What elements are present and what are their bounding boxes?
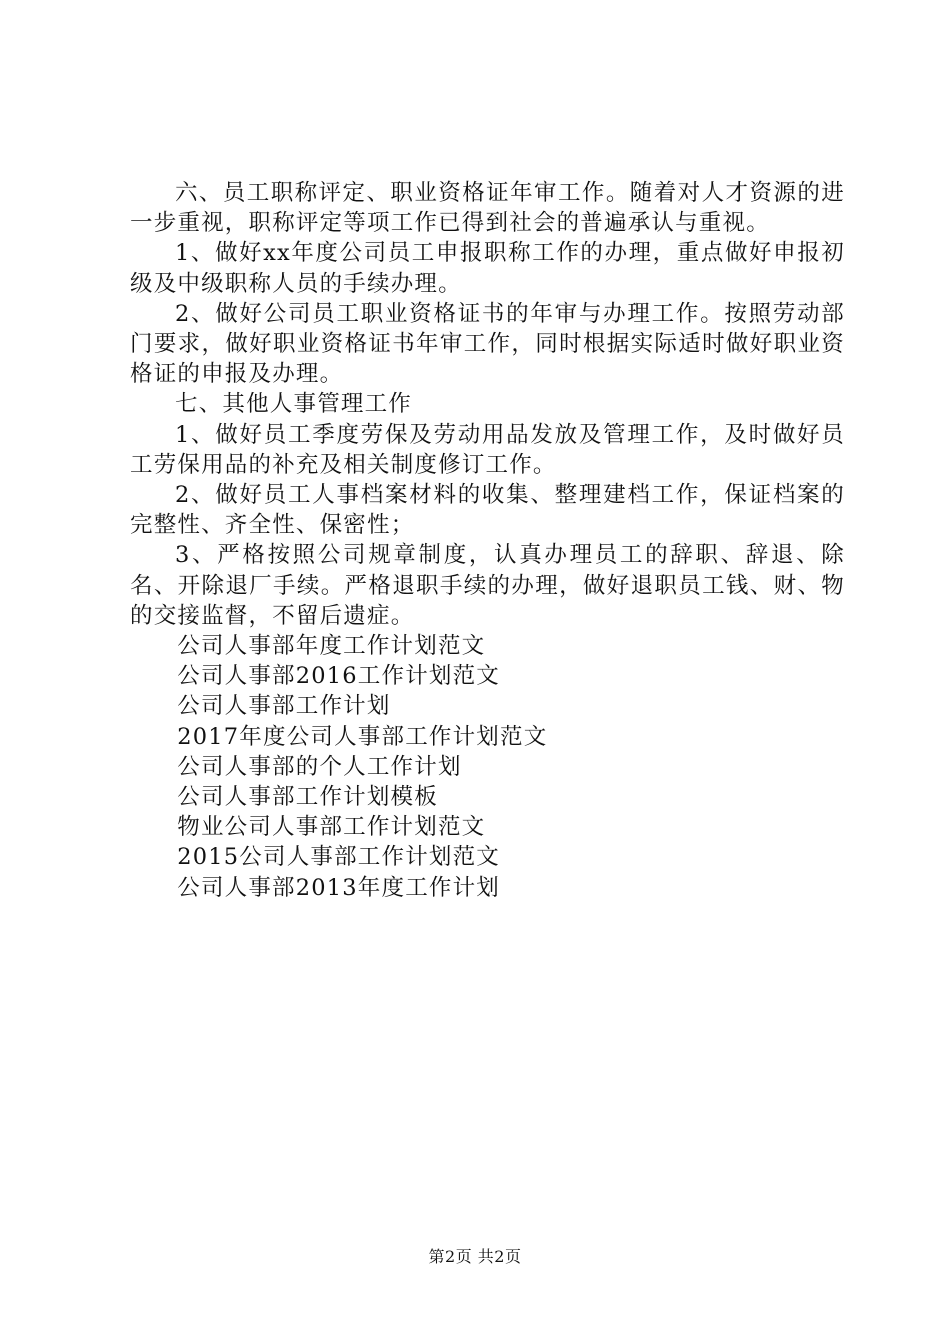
related-title-item: 2015公司人事部工作计划范文 xyxy=(177,844,501,871)
paragraph-item-1-b: 1、做好员工季度劳保及劳动用品发放及管理工作，及时做好员工劳保用品的补充及相关制度修订工作。 xyxy=(130,421,845,478)
paragraph-item-1: 1、做好xx年度公司员工申报职称工作的办理，重点做好申报初级及中级职称人员的手续办理。 xyxy=(130,240,845,297)
related-title-item: 2017年度公司人事部工作计划范文 xyxy=(177,723,548,750)
related-title-item: 物业公司人事部工作计划范文 xyxy=(177,814,486,841)
paragraph-item-2-b: 2、做好员工人事档案材料的收集、整理建档工作，保证档案的完整性、齐全性、保密性； xyxy=(130,482,845,539)
related-titles-list xyxy=(130,631,845,903)
related-title-item: 公司人事部年度工作计划范文 xyxy=(177,633,486,660)
paragraph-item-3-b: 3、严格按照公司规章制度，认真办理员工的辞职、辞退、除名、开除退厂手续。严格退职手续的办理，做好退职员工钱、财、物的交接监督，不留后遗症。 xyxy=(130,542,845,629)
paragraph-section-six: 六、员工职称评定、职业资格证年审工作。随着对人才资源的进一步重视，职称评定等项工作已得到社会的普遍承认与重视。 xyxy=(130,180,845,237)
page-indicator: 第2页 共2页 xyxy=(428,1247,522,1266)
related-title-item: 公司人事部工作计划 xyxy=(177,693,391,720)
paragraph-item-2: 2、做好公司员工职业资格证书的年审与办理工作。按照劳动部门要求，做好职业资格证书年审工作，同时根据实际适时做好职业资格证的申报及办理。 xyxy=(130,300,845,388)
page-footer xyxy=(0,1244,950,1267)
related-title-item: 公司人事部工作计划模板 xyxy=(177,784,438,811)
paragraph-section-seven: 七、其他人事管理工作 xyxy=(175,391,413,418)
related-title-item: 公司人事部2016工作计划范文 xyxy=(177,663,501,690)
document-body xyxy=(130,178,845,903)
related-title-item: 公司人事部2013年度工作计划 xyxy=(177,874,501,901)
related-title-item: 公司人事部的个人工作计划 xyxy=(177,753,462,780)
